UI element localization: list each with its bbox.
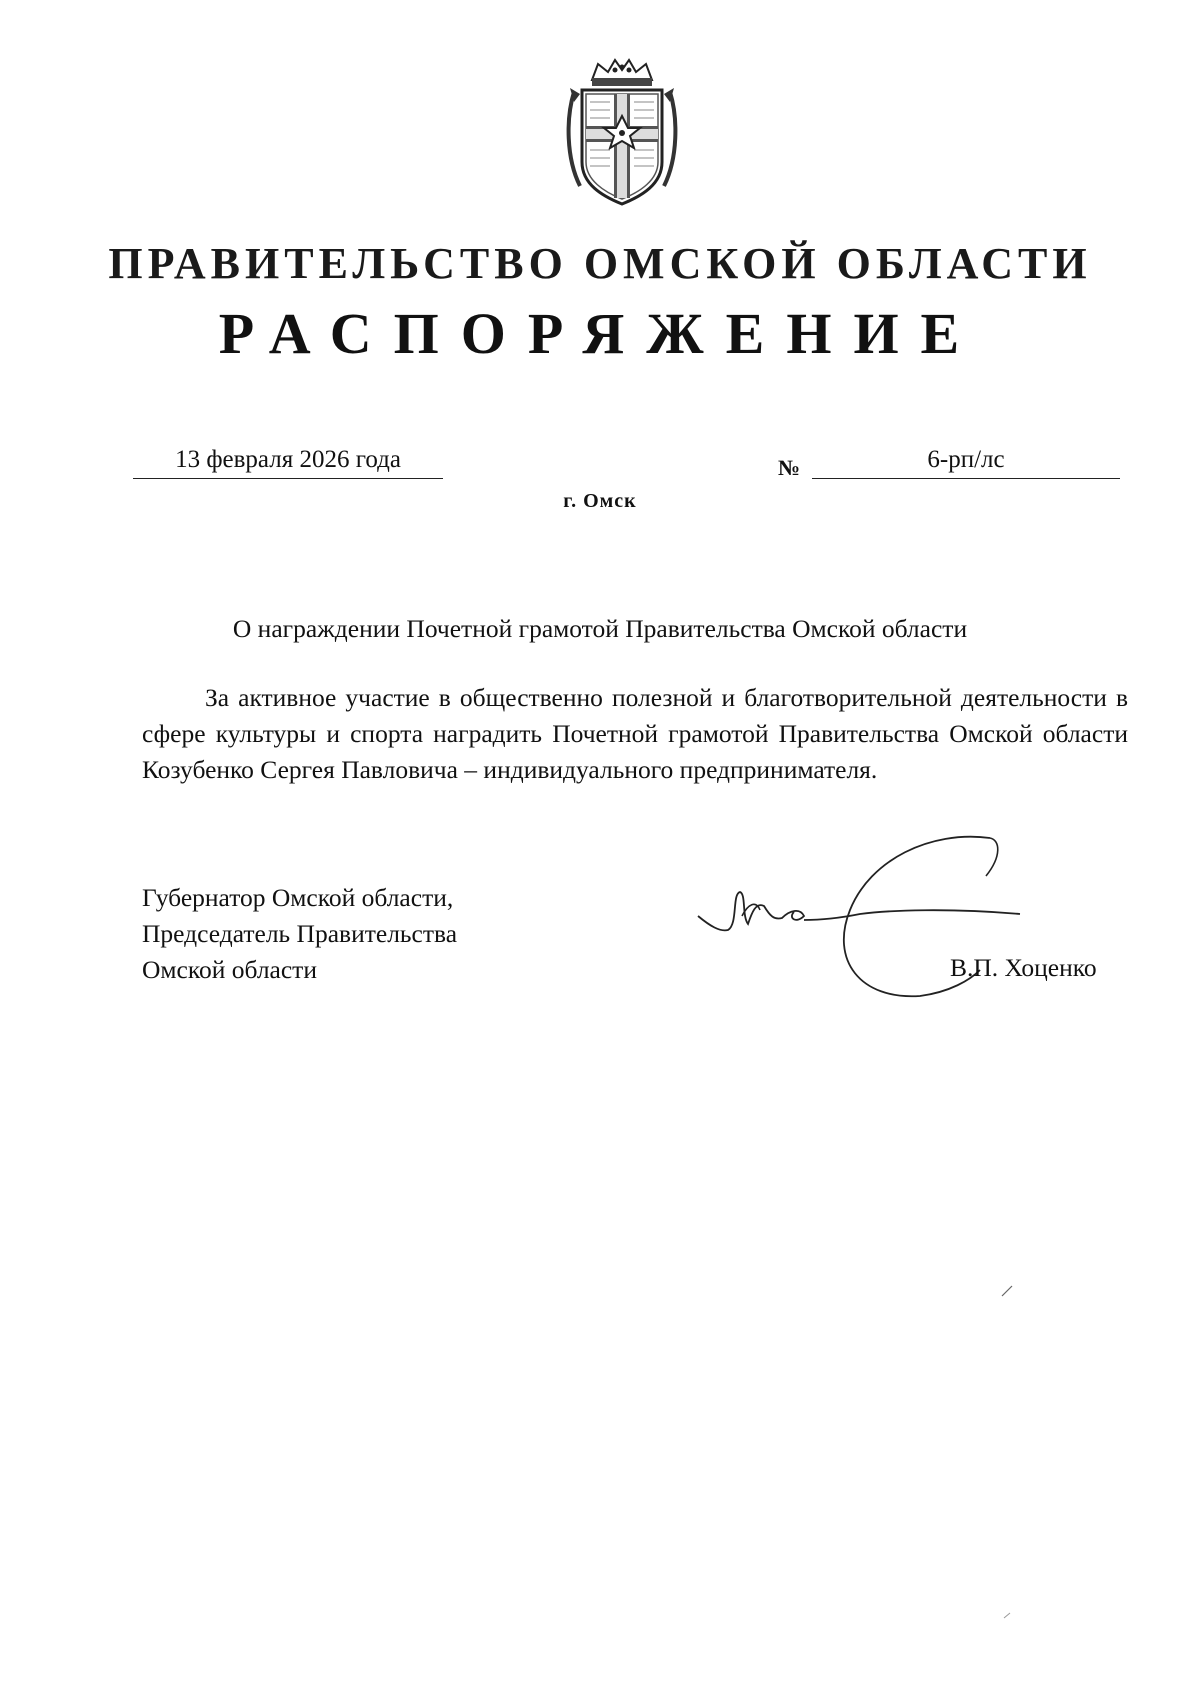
document-subject: О награждении Почетной грамотой Правительства Омской области bbox=[232, 614, 968, 643]
document-number: 6-рп/лс bbox=[812, 442, 1120, 479]
document-date: 13 февраля 2026 года bbox=[133, 442, 443, 479]
signer-position bbox=[142, 880, 457, 988]
signer-position-line: Омской области bbox=[142, 955, 317, 984]
scan-mark-icon bbox=[1000, 1284, 1014, 1298]
document-type-title: РАСПОРЯЖЕНИЕ bbox=[218, 301, 982, 366]
document-body: За активное участие в общественно полезной и благотворительной деятельности в сфере культуры и спорта наградить Почетной грамотой Правительства Омской области Козубенко Сергея Павловича – индивидуального предпринимателя. bbox=[142, 683, 1128, 784]
coat-of-arms-icon bbox=[562, 58, 682, 206]
scan-mark-icon bbox=[1002, 1610, 1012, 1620]
number-label: № bbox=[778, 455, 801, 480]
signer-position-line: Губернатор Омской области, bbox=[142, 883, 454, 912]
city: г. Омск bbox=[563, 490, 637, 512]
organization-title: ПРАВИТЕЛЬСТВО ОМСКОЙ ОБЛАСТИ bbox=[108, 239, 1092, 288]
signer-position-line: Председатель Правительства bbox=[142, 919, 458, 948]
signer-name: В.П. Хоценко bbox=[950, 953, 1097, 982]
